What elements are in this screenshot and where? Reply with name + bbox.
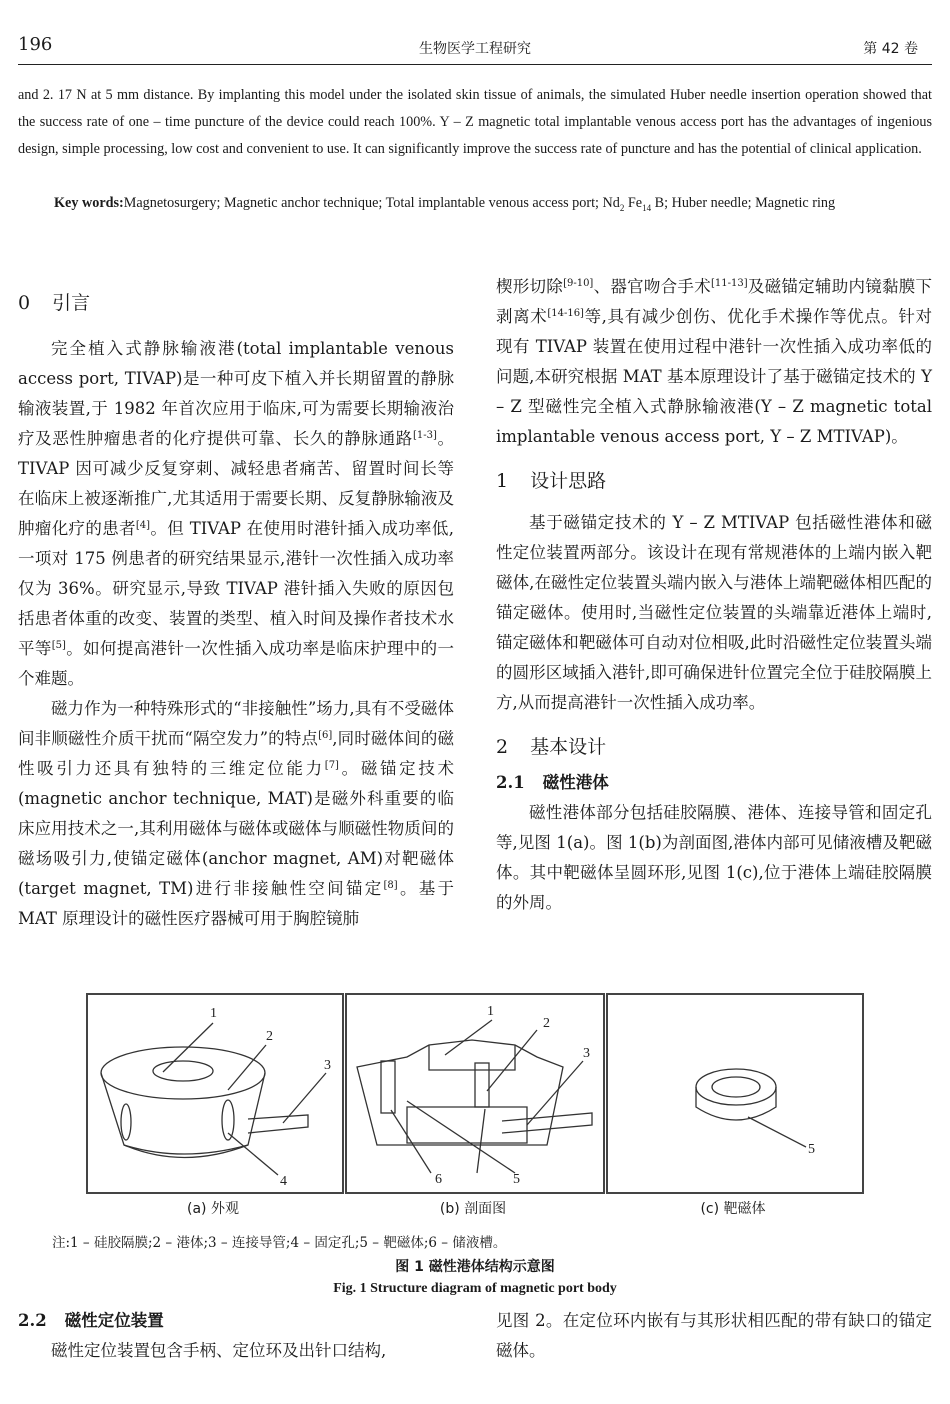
left-column-bottom: [18, 1306, 454, 1366]
intro-cont-text-a: 楔形切除: [496, 277, 564, 296]
intro-p1-text-c: 。但 TIVAP 在使用时港针插入成功率低,一项对 175 例患者的研究结果显示,港针一次性插入成功率仅为 36%。研究显示,导致 TIVAP 港针插入失败的原因包括患者体重的改变、装置的类型、植入时间及操作者技术水平等: [18, 519, 454, 658]
section-0-heading: [18, 288, 454, 318]
citation: [4]: [135, 520, 151, 531]
label-2: 2: [266, 1029, 273, 1044]
citation: [5]: [51, 640, 66, 651]
intro-cont-text-d: 等,具有减少创伤、优化手术操作等优点。针对现有 TIVAP 装置在使用过程中港针一次性插入成功率低的问题,本研究根据 MAT 基本原理设计了基于磁锚定技术的 Y – Z 型磁性完全植入式静脉输液港(Y – Z magnetic total implantable venous access port, Y – Z MTIVAP)。: [496, 307, 932, 446]
section-2-1-title: 磁性港体: [542, 773, 609, 792]
figure-note: 注:1 – 硅胶隔膜;2 – 港体;3 – 连接导管;4 – 固定孔;5 – 靶磁体;6 – 储液槽。: [52, 1235, 507, 1251]
figure-panel-c: [606, 993, 864, 1194]
caption-b: (b) 剖面图: [439, 1201, 507, 1217]
intro-p1-text-b: 。TIVAP 因可减少反复穿刺、减轻患者痛苦、留置时间长等在临床上被逐渐推广,尤其适用于需要长期、反复静脉输液及肿瘤化疗的患者: [18, 429, 455, 538]
section-0-number: 0: [18, 292, 31, 314]
citation: [11-13]: [710, 278, 748, 289]
citation: [7]: [324, 760, 339, 771]
header-rule: [18, 64, 932, 65]
label-5: 5: [808, 1142, 815, 1157]
section-2-heading: [496, 732, 932, 762]
intro-paragraph-1: [18, 334, 454, 694]
intro-paragraph-2-continued: [496, 272, 932, 452]
port-section-drawing: [347, 995, 603, 1192]
intro-paragraph-2: [18, 694, 454, 934]
label-1: 1: [210, 1006, 217, 1021]
keywords-label: Key words: [54, 195, 120, 211]
intro-p2-text-b: ,同时磁体间的磁性吸引力还具有独特的三维定位能力: [18, 729, 454, 778]
section-1-title: 设计思路: [530, 470, 607, 492]
intro-p1-text-d: 。如何提高港针一次性插入成功率是临床护理中的一个难题。: [18, 639, 455, 688]
section-0-title: 引言: [52, 292, 91, 314]
citation: [6]: [318, 730, 333, 741]
section-2-number: 2: [496, 736, 509, 758]
journal-title: 生物医学工程研究: [419, 41, 531, 57]
page-number: 196: [18, 34, 53, 55]
right-column: [496, 272, 932, 918]
section-2-title: 基本设计: [530, 736, 607, 758]
label-1: 1: [487, 1004, 494, 1019]
caption-a: (a) 外观: [187, 1201, 239, 1217]
figure-panel-a: [86, 993, 344, 1194]
intro-p2-text-a: 磁力作为一种特殊形式的“非接触性”场力,具有不受磁体间非顺磁性介质干扰而“隔空发力”的特点: [18, 699, 454, 748]
keywords-sub-1: 2: [619, 202, 625, 213]
citation: [14-16]: [547, 308, 584, 319]
figure-panel-b: [345, 993, 605, 1194]
label-5: 5: [513, 1172, 520, 1187]
magnetic-port-paragraph: 磁性港体部分包括硅胶隔膜、港体、连接导管和固定孔等,见图 1(a)。图 1(b)为剖面图,港体内部可见储液槽及靶磁体。其中靶磁体呈圆环形,见图 1(c),位于港体上端硅胶隔膜的外周。: [496, 803, 932, 912]
citation: [9-10]: [563, 278, 594, 289]
section-1-number: 1: [496, 470, 509, 492]
label-4: 4: [280, 1174, 287, 1189]
intro-p1-text-a: 完全植入式静脉输液港(total implantable venous access port, TIVAP)是一种可皮下植入并长期留置的静脉输液装置,于 1982 年首次应用于临床,可为需要长期输液治疗及恶性肿瘤患者的化疗提供可靠、长久的静脉通路: [18, 339, 454, 448]
intro-cont-text-c: 及磁锚定辅助内镜黏膜下剥离术: [496, 277, 933, 326]
positioning-device-paragraph-continued: 见图 2。在定位环内嵌有与其形状相匹配的带有缺口的锚定磁体。: [496, 1311, 932, 1360]
label-6: 6: [435, 1172, 442, 1187]
design-idea-paragraph: 基于磁锚定技术的 Y – Z MTIVAP 包括磁性港体和磁性定位装置两部分。该设计在现有常规港体的上端内嵌入靶磁体,在磁性定位装置头端内嵌入与港体上端靶磁体相匹配的锚定磁体。使用时,当磁性定位装置的头端靠近港体上端时,锚定磁体和靶磁体可自动对位相吸,此时沿磁性定位装置头端的圆形区域插入港针,即可确保进针位置完全位于硅胶隔膜上方,从而提高港针一次性插入成功率。: [496, 513, 932, 712]
section-2-1-number: 2.1: [496, 773, 525, 792]
citation: [1-3]: [412, 430, 437, 441]
target-magnet-drawing: [608, 995, 862, 1192]
keywords-post: B; Huber needle; Magnetic ring: [651, 195, 836, 211]
label-3: 3: [583, 1046, 590, 1061]
port-exterior-drawing: [88, 995, 342, 1192]
section-2-2-heading: [18, 1306, 454, 1336]
keywords-sub-2: 14: [642, 202, 652, 213]
positioning-device-paragraph: 磁性定位装置包含手柄、定位环及出针口结构,: [51, 1341, 387, 1360]
citation: [8]: [383, 880, 398, 891]
figure-title-cn: 图 1 磁性港体结构示意图: [395, 1259, 555, 1275]
intro-cont-text-b: 、器官吻合手术: [593, 277, 711, 296]
section-1-heading: [496, 466, 932, 496]
volume-label: 第 42 卷: [863, 41, 918, 57]
label-3: 3: [324, 1058, 331, 1073]
section-2-2-number: 2.2: [18, 1311, 47, 1330]
section-2-2-title: 磁性定位装置: [64, 1311, 164, 1330]
intro-p2-text-d: 。基于 MAT 原理设计的磁性医疗器械可用于胸腔镜肺: [18, 879, 455, 928]
figure-title-en: Fig. 1 Structure diagram of magnetic port body: [333, 1281, 617, 1296]
label-2: 2: [543, 1016, 550, 1031]
keywords: Key words:Magnetosurgery; Magnetic anchor technique; Total implantable venous access port; $Nd_2$ $Fe_{14}$ B; Huber needle; Magnetic ring: [54, 195, 836, 213]
keywords-mid: Fe: [624, 195, 643, 211]
caption-c: (c) 靶磁体: [700, 1201, 766, 1217]
section-2-1-heading: [496, 768, 932, 798]
abstract-text: and 2. 17 N at 5 mm distance. By implanting this model under the isolated skin tissue of animals, the simulated Huber needle insertion operation showed that the success rate of one – time puncture of the device could reach 100%. Y – Z magnetic total implantable venous access port has the advantages of ingenious design, simple processing, low cost and convenient to use. It can significantly improve the success rate of puncture and has the potential of clinical application.: [18, 87, 932, 157]
left-column: [18, 288, 454, 934]
keywords-pre: Magnetosurgery; Magnetic anchor technique; Total implantable venous access port; Nd: [123, 195, 620, 211]
right-column-bottom: [496, 1306, 932, 1366]
intro-p2-text-c: 。磁锚定技术(magnetic anchor technique, MAT)是磁外科重要的临床应用技术之一,其利用磁体与磁体或磁体与顺磁性物质间的磁场吸引力,使锚定磁体(anchor magnet, AM)对靶磁体(target magnet, TM)进行非接触性空间锚定: [18, 759, 455, 898]
